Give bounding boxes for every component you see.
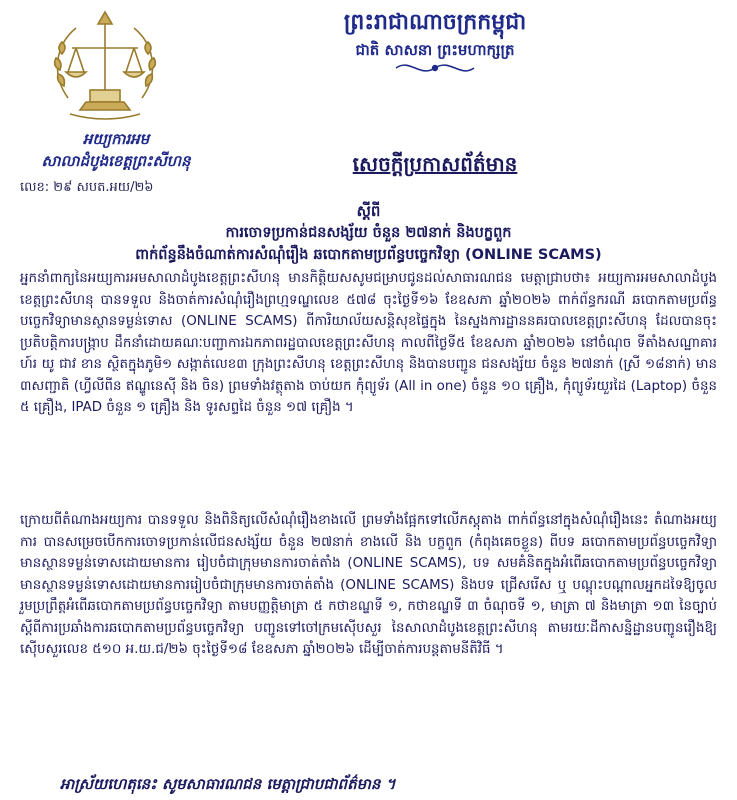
body-paragraph-1: អ្នកនាំពាក្យនៃអយ្យការអមសាលាដំបូងខេត្តព្រះសីហនុ មានកិត្តិយសសូមជម្រាបជូនដល់សាធារណជន មេត្តាជ្រាបថា៖ អយ្យការអមសាលាដំបូងខេត្តព្រះសីហនុ បានទទួល និងចាត់ការសំណុំរឿងព្រហ្មទណ្ឌលេខ ៥៧៨ ចុះថ្ងៃទី១៦ ខែឧសភា ឆ្នាំ២០២៦ ពាក់ព័ន្ធករណី ឆបោកតាមប្រព័ន្ធបច្ចេកវិទ្យាមានស្ថានទម្ងន់ទោស (ONLINE SCAMS) ពីការិយាល័យសន្តិសុខផ្ទៃក្នុង នៃស្នងការដ្ឋាននគរបាលខេត្តព្រះសីហនុ ដែលបានចុះប្រតិបត្តិការបង្ក្រាប ដឹកនាំដោយគណៈបញ្ជាការឯកភាពរដ្ឋបាលខេត្តព្រះសីហនុ កាលពីថ្ងៃទី៥ ខែឧសភា ឆ្នាំ២០២៦ នៅចំណុច ទីតាំងសណ្ឋាគារ ហ៍រ យូ ជាវ ខាន ស្ថិតក្នុងភូមិ១ សង្កាត់លេខ៣ ក្រុងព្រះសីហនុ ខេត្តព្រះសីហនុ និងបានបញ្ជូន ជនសង្ស័យ ចំនួន ២៧នាក់ (ស្រី ១៨នាក់) មាន ៣សញ្ជាតិ (ហ្វីលីពីន ឥណ្ឌូនេស៊ី និង ចិន) ព្រមទាំងវត្ថុតាង ចាប់យក កុំព្យូទ័រ (All in one) ចំនួន ១០ គ្រឿង, កុំព្យូទ័រយួរដៃ (Laptop) ចំនួន ៥ គ្រឿង, IPAD ចំនួន ១ គ្រឿង និង ទូរសព្ទដៃ ចំនួន ១៧ គ្រឿង ។	[20, 271, 717, 415]
subject-line-2: ពាក់ព័ន្ធនឹងចំណាត់ការសំណុំរឿង ឆបោកតាមប្រព័ន្ធបច្ចេកវិទ្យា (ONLINE SCAMS)	[135, 247, 602, 263]
court-name-block	[4, 128, 228, 172]
court-line-1: អយ្យការអម	[82, 130, 150, 148]
document-type-title: សេចក្ដីប្រកាសព័ត៌មាន	[352, 152, 518, 176]
closing-statement: អាស្រ័យហេតុនេះ សូមសាធារណជន មេត្តាជ្រាបជាព័ត៌មាន ។	[60, 775, 396, 793]
body-paragraph-2: ក្រោយពីតំណាងអយ្យការ បានទទួល និងពិនិត្យលើសំណុំរឿងខាងលើ ព្រមទាំងផ្អែកទៅលើភស្តុតាង ពាក់ព័ន្ធនៅក្នុងសំណុំរឿងនេះ តំណាងអយ្យការ បានសម្រេចបើកការចោទប្រកាន់លើជនសង្ស័យ ចំនួន ២៧នាក់ ខាងលើ និង បក្ខពួក (កំពុងគេចខ្លួន) ពីបទ ឆបោកតាមប្រព័ន្ធបច្ចេកវិទ្យាមានស្ថានទម្ងន់ទោសដោយមានការ រៀបចំជាក្រុមមានការចាត់តាំង (ONLINE SCAMS), បទ សមគំនិតក្នុងអំពើឆបោកតាមប្រព័ន្ធបច្ចេកវិទ្យា មានស្ថានទម្ងន់ទោសដោយមានការរៀបចំជាក្រុមមានការចាត់តាំង (ONLINE SCAMS) និងបទ ជ្រើសរើស ឬ បណ្ដុះបណ្ដាលអ្នកដទៃឱ្យចូលរួមប្រព្រឹត្តអំពើឆបោកតាមប្រព័ន្ធបច្ចេកវិទ្យា តាមបញ្ញត្តិមាត្រា ៥ កថាខណ្ឌទី ១, កថាខណ្ឌទី ៣ ចំណុចទី ១, មាត្រា ៧ និងមាត្រា ១៣ នៃច្បាប់ស្ដីពីការប្រឆាំងការឆបោកតាមប្រព័ន្ធបច្ចេកវិទ្យា បញ្ជូនទៅចៅក្រមស៊ើបសួរ នៃសាលាដំបូងខេត្តព្រះសីហនុ តាមរយៈដីកាសន្និដ្ឋានបញ្ជូនរឿងឱ្យស៊ើបសួរលេខ ៥១០ អ.យ.ជ/២៦ ចុះថ្ងៃទី១៨ ខែឧសភា ឆ្នាំ២០២៦ ដើម្បីចាត់ការបន្តតាមនីតិវិធី ។	[20, 513, 717, 657]
subject-line-1: ការចោទប្រកាន់ជនសង្ស័យ ចំនួន ២៧នាក់ និងបក្ខពួក	[225, 225, 512, 241]
court-scales-emblem-icon	[40, 6, 170, 126]
reference-number: លេខ: ២៩ សបត.អយ/២៦	[20, 180, 154, 195]
court-line-2: សាលាដំបូងខេត្តព្រះសីហនុ	[41, 152, 191, 170]
subject-label: ស្ដីពី	[356, 202, 381, 220]
kingdom-motto: ជាតិ សាសនា ព្រះមហាក្សត្រ	[355, 41, 515, 59]
subject-heading	[20, 222, 717, 266]
kingdom-title: ព្រះរាជាណាចក្រកម្ពុជា	[343, 10, 527, 35]
kingdom-motto-block	[240, 8, 630, 62]
ornamental-flourish-icon	[392, 58, 478, 78]
